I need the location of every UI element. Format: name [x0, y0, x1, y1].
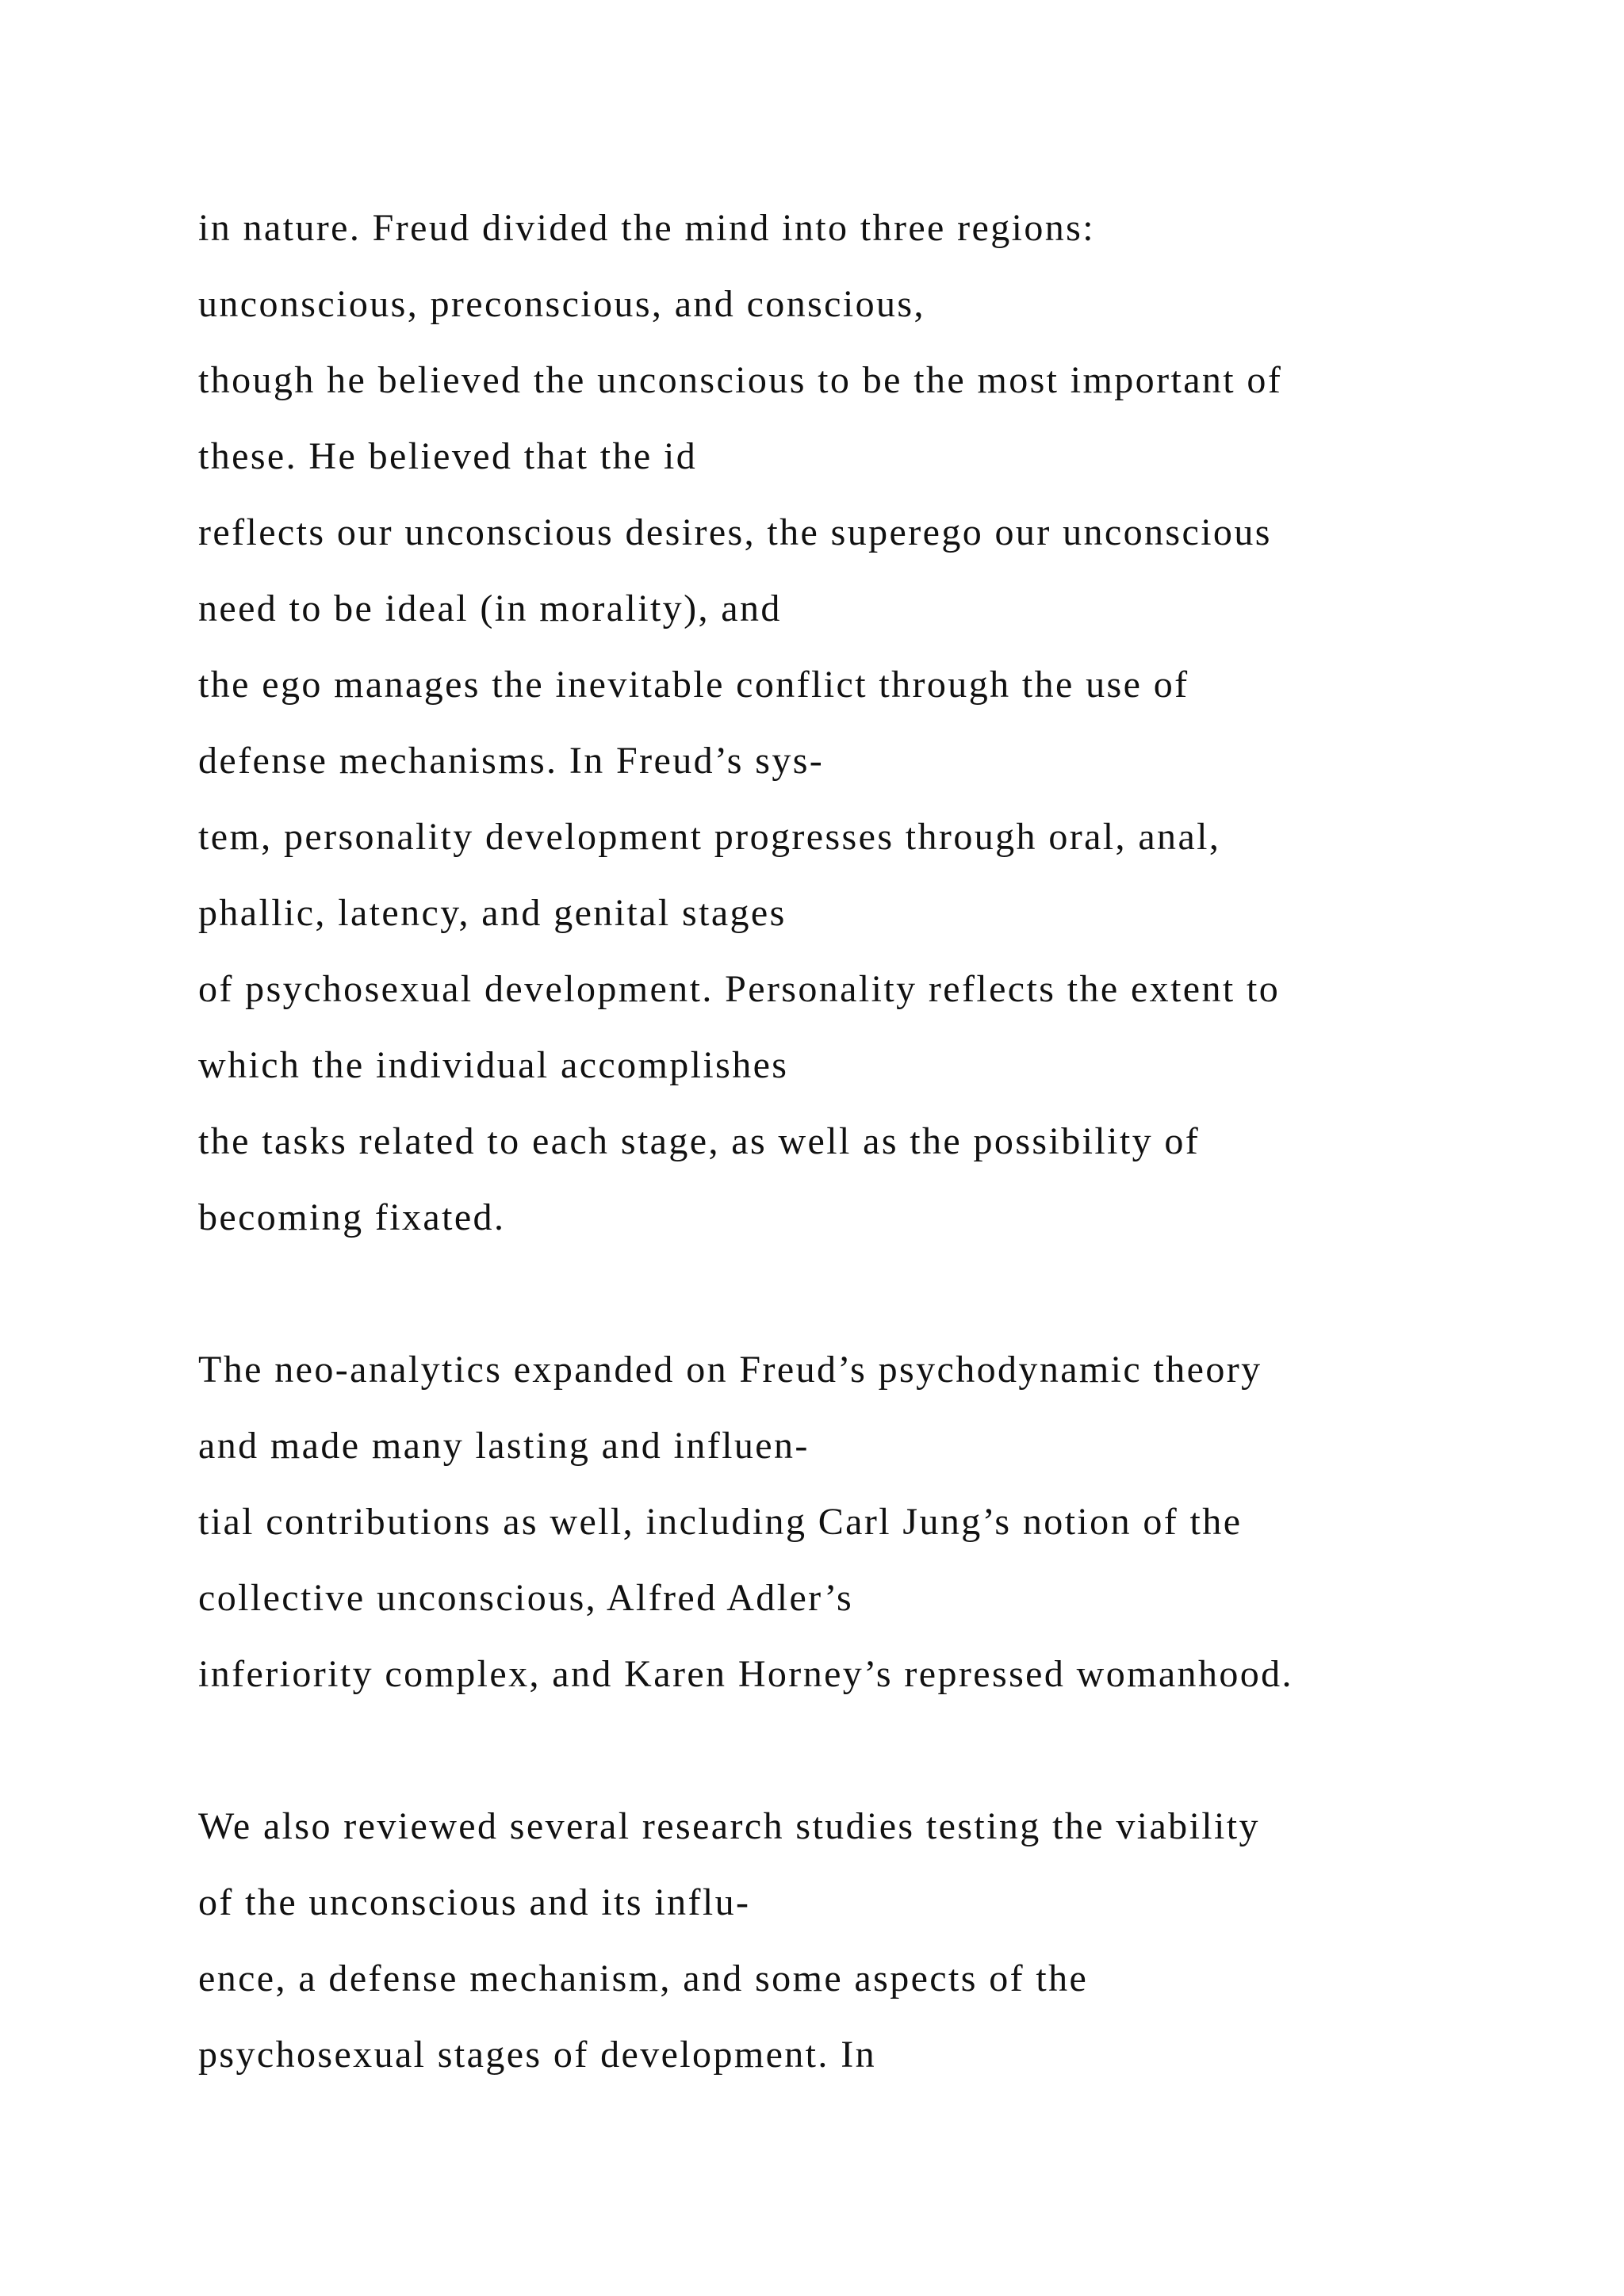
paragraph-spacer: [198, 1712, 1546, 1789]
text-line: these. He believed that the id: [198, 435, 698, 477]
text-line: though he believed the unconscious to be the most important of: [198, 359, 1283, 401]
paragraph-spacer: [198, 1256, 1546, 1332]
paragraph-2: [198, 1332, 1546, 1712]
text-line: The neo-analytics expanded on Freud’s psychodynamic theory: [198, 1349, 1262, 1391]
text-line: inferiority complex, and Karen Horney’s repressed womanhood.: [198, 1653, 1293, 1695]
text-line: tial contributions as well, including Carl Jung’s notion of the: [198, 1501, 1243, 1543]
text-line: tem, personality development progresses through oral, anal,: [198, 816, 1221, 858]
paragraph-3: [198, 1789, 1546, 2093]
document-body: [198, 190, 1546, 2093]
text-line: the tasks related to each stage, as well as the possibility of: [198, 1120, 1201, 1162]
text-line: which the individual accomplishes: [198, 1044, 789, 1086]
text-line: unconscious, preconscious, and conscious,: [198, 283, 925, 325]
text-line: in nature. Freud divided the mind into three regions:: [198, 207, 1095, 249]
text-line: the ego manages the inevitable conflict through the use of: [198, 664, 1189, 706]
text-line: psychosexual stages of development. In: [198, 2034, 877, 2076]
text-line: of the unconscious and its influ-: [198, 1881, 751, 1923]
text-line: We also reviewed several research studies testing the viability: [198, 1805, 1260, 1847]
text-line: collective unconscious, Alfred Adler’s: [198, 1577, 854, 1619]
text-line: ence, a defense mechanism, and some aspects of the: [198, 1957, 1089, 1999]
text-line: reflects our unconscious desires, the superego our unconscious: [198, 511, 1272, 553]
text-line: of psychosexual development. Personality reflects the extent to: [198, 968, 1281, 1010]
text-line: and made many lasting and influen-: [198, 1425, 810, 1467]
text-line: need to be ideal (in morality), and: [198, 587, 782, 629]
text-line: phallic, latency, and genital stages: [198, 892, 787, 934]
paragraph-1: [198, 190, 1546, 1256]
text-line: becoming fixated.: [198, 1196, 506, 1238]
text-line: defense mechanisms. In Freud’s sys-: [198, 740, 825, 782]
